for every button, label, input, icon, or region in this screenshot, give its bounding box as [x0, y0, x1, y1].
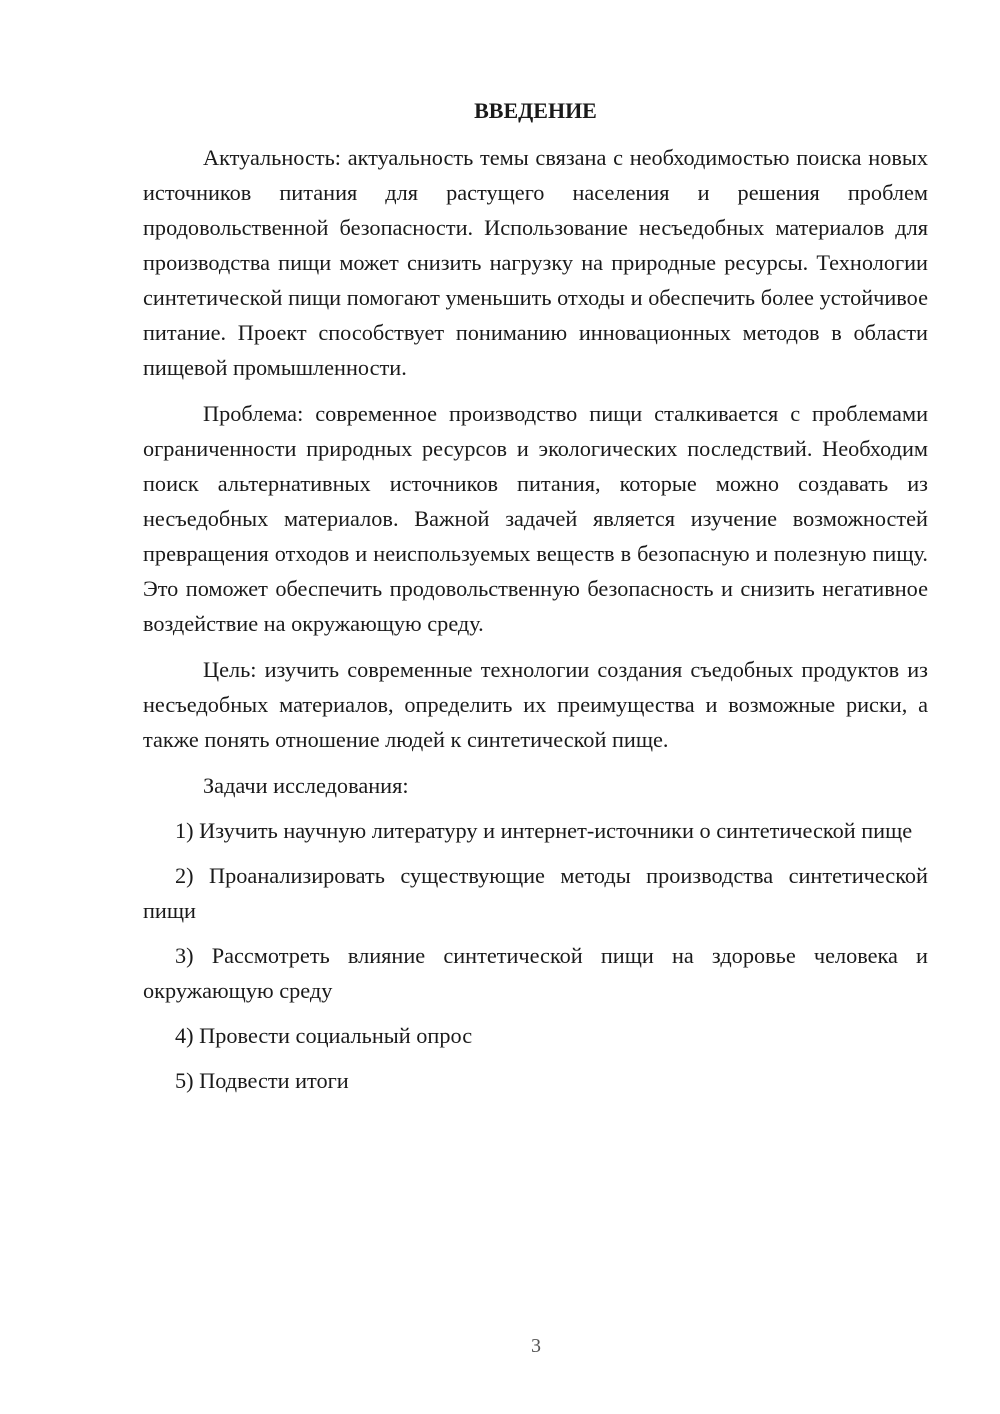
tasks-title: Задачи исследования:	[203, 773, 409, 798]
task-item: 5) Подвести итоги	[175, 1068, 349, 1093]
task-item: 3) Рассмотреть влияние синтетической пищи на здоровье человека и окружающую среду	[143, 943, 928, 1003]
paragraph-relevance: Актуальность: актуальность темы связана с необходимостью поиска новых источников питания для растущего населения и решения проблем продовольственной безопасности. Использование несъедобных материалов для производства пищи может снизить нагрузку на природные ресурсы. Технологии синтетической пищи помогают уменьшить отходы и обеспечить более устойчивое питание. Проект способствует пониманию инновационных методов в области пищевой промышленности.	[143, 145, 928, 380]
paragraph-problem: Проблема: современное производство пищи сталкивается с проблемами ограниченности природных ресурсов и экологических последствий. Необходим поиск альтернативных источников питания, которые можно создавать из несъедобных материалов. Важной задачей является изучение возможностей превращения отходов и неиспользуемых веществ в безопасную и полезную пищу. Это поможет обеспечить продовольственную безопасность и снизить негативное воздействие на окружающую среду.	[143, 401, 928, 636]
task-item: 4) Провести социальный опрос	[175, 1023, 473, 1048]
page-number: 3	[531, 1335, 541, 1357]
page-content	[143, 96, 928, 1108]
section-heading: ВВЕДЕНИЕ	[474, 98, 597, 123]
task-item: 1) Изучить научную литературу и интернет-источники о синтетической пище	[175, 818, 913, 843]
paragraph-goal: Цель: изучить современные технологии создания съедобных продуктов из несъедобных материалов, определить их преимущества и возможные риски, а также понять отношение людей к синтетической пище.	[143, 657, 928, 752]
task-item: 2) Проанализировать существующие методы производства синтетической пищи	[143, 863, 928, 923]
